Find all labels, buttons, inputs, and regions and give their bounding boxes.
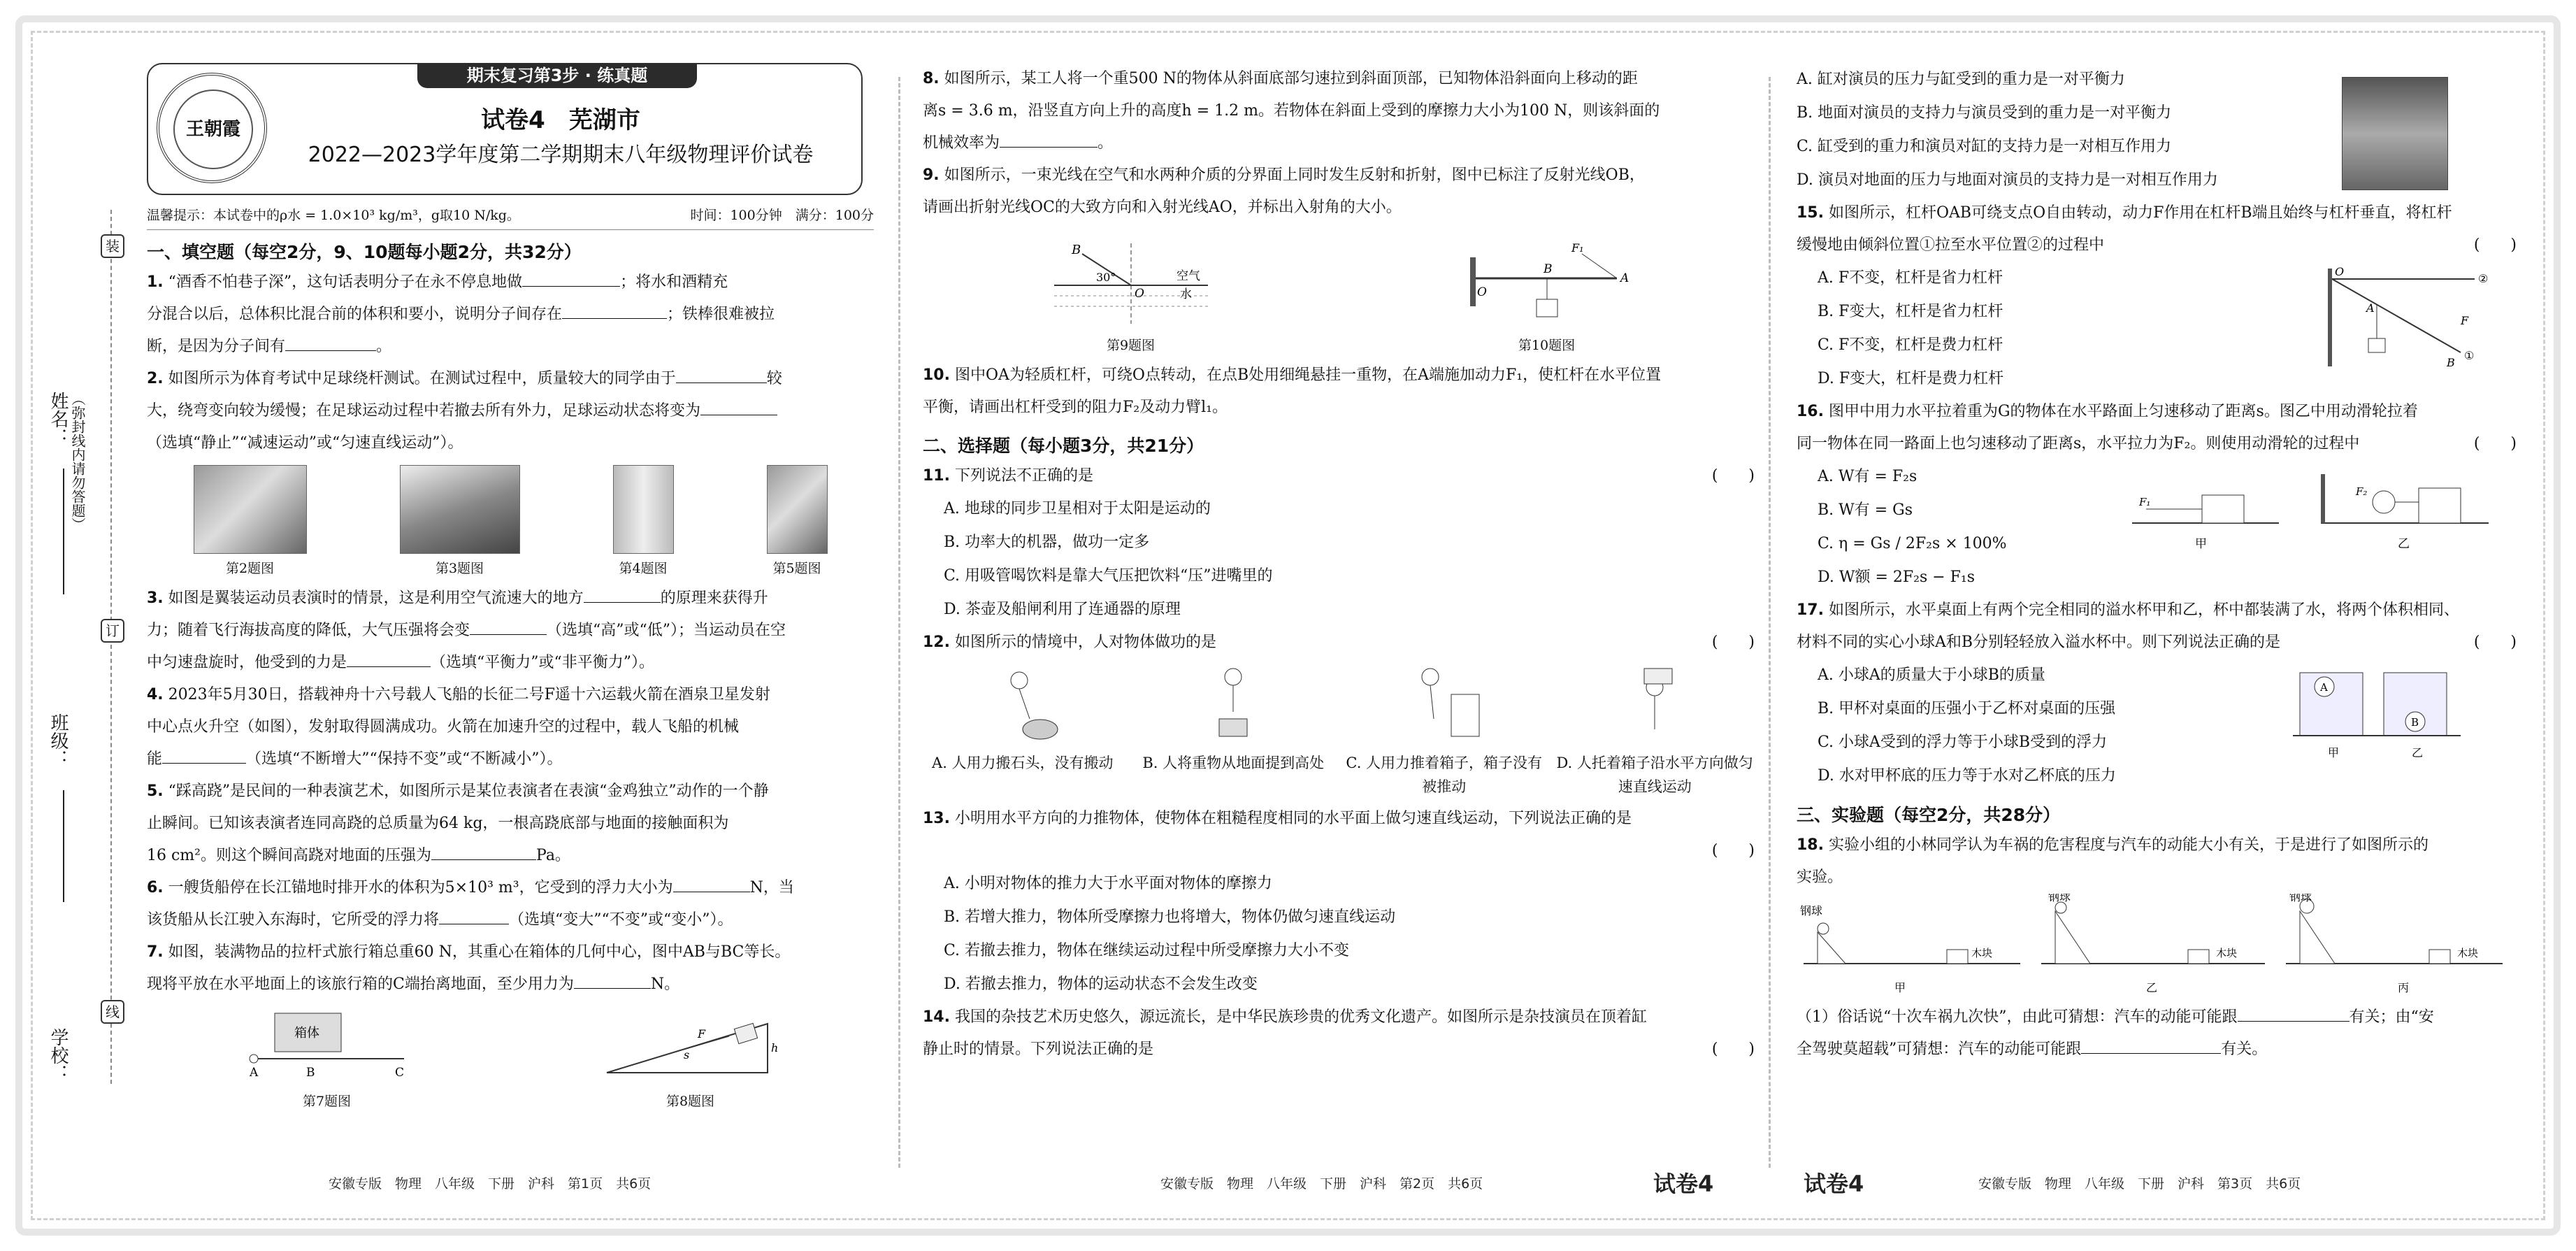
svg-text:C: C <box>394 1066 404 1080</box>
answer-paren[interactable]: ( ) <box>1711 842 1755 859</box>
answer-blank[interactable] <box>347 651 431 667</box>
page-3 <box>1797 63 2517 1175</box>
option-11b[interactable]: B. 功率大的机器，做功一定多 <box>944 534 1150 551</box>
figure-3: 第3题图 <box>400 465 520 577</box>
svg-text:F₂: F₂ <box>2356 485 2368 498</box>
svg-text:O: O <box>1134 287 1144 301</box>
option-17d[interactable]: D. 水对甲杯底的压力等于水对乙杯底的压力 <box>1818 767 2116 785</box>
class-label: 班级： <box>48 713 69 768</box>
option-17b[interactable]: B. 甲杯对桌面的压强小于乙杯对桌面的压强 <box>1818 700 2116 717</box>
option-16a[interactable]: A. W有 = F₂s <box>1818 468 1917 485</box>
q16-block <box>1797 460 2517 594</box>
kinetic-energy-diagram <box>1797 894 2510 999</box>
figure-8: F s h 第8题图 <box>600 1006 782 1110</box>
svg-text:木块: 木块 <box>2457 947 2479 959</box>
answer-blank[interactable] <box>700 399 777 415</box>
seal-mark-ding: 订 <box>101 619 124 643</box>
svg-text:乙: 乙 <box>2412 746 2424 759</box>
question-1: 1. “酒香不怕巷子深”，这句话表明分子在永不停息地做 ；将水和酒精充 分混合以后，总体积比混合前的体积和要小，说明分子间存在 ；铁棒很难被拉 断，是因为分子间有 。 <box>147 266 874 363</box>
review-step-tag: 期末复习第3步 · 练真题 <box>417 63 697 88</box>
exam-tip <box>147 205 874 230</box>
option-14b[interactable]: B. 地面对演员的支持力与演员受到的重力是一对平衡力 <box>1797 104 2172 122</box>
option-13b[interactable]: B. 若增大推力，物体所受摩擦力也将增大，物体仍做匀速直线运动 <box>944 908 1396 926</box>
question-2: 2. 如图所示为体育考试中足球绕杆测试。在测试过程中，质量较大的同学由于 较 大，绕弯变向较为缓慢；在足球运动过程中若撤去所有外力，足球运动状态将变为 （选填“静止”“减速运动”或“匀速直线运动”）。 <box>147 363 874 459</box>
pulley-diagram <box>2118 467 2510 558</box>
svg-text:A: A <box>2320 681 2328 694</box>
column-divider <box>898 77 900 1168</box>
option-17c[interactable]: C. 小球A受到的浮力等于小球B受到的浮力 <box>1818 734 2108 751</box>
option-11c[interactable]: C. 用吸管喝饮料是靠大气压把饮料“压”进嘴里的 <box>944 567 1273 585</box>
answer-blank[interactable] <box>673 876 750 892</box>
school-label: 学校： <box>48 1028 69 1082</box>
answer-blank[interactable] <box>439 908 509 924</box>
acrobat-photo <box>2342 77 2448 190</box>
svg-text:B: B <box>2411 716 2419 729</box>
question-3: 3. 如图是翼装运动员表演时的情景，这是利用空气流速大的地方 的原理来获得升 力；随着飞行海拔高度的降低，大气压强将会变 （选填“高”或“低”）；当运动员在空 中匀速盘旋时，他受到的力是 （选填“平衡力”或“非平衡力”）。 <box>147 582 874 679</box>
figures-2-5 <box>147 465 874 577</box>
wheel-a <box>250 1055 258 1063</box>
section-experiment: 三、实验题（每空2分，共28分） <box>1797 805 2061 825</box>
svg-text:B: B <box>2447 356 2455 369</box>
figure-4: 第4题图 <box>613 465 674 577</box>
option-12c[interactable]: C. 人用力推着箱子，箱子没有被推动 <box>1346 755 1543 795</box>
lever-diagram <box>1456 229 1638 327</box>
answer-paren[interactable]: ( ) <box>1711 634 1755 651</box>
option-14c[interactable]: C. 缸受到的重力和演员对缸的支持力是一对相互作用力 <box>1797 138 2172 155</box>
lever-obb-diagram <box>2314 262 2496 373</box>
time-score: 时间：100分钟 满分：100分 <box>690 208 874 223</box>
option-17a[interactable]: A. 小球A的质量大于小球B的质量 <box>1818 666 2045 684</box>
answer-blank[interactable] <box>431 844 536 860</box>
figure-9: B 30° O 空气 水 第9题图 <box>1040 229 1222 354</box>
option-13d[interactable]: D. 若撤去推力，物体的运动状态不会发生改变 <box>944 975 1258 993</box>
answer-paren[interactable]: ( ) <box>2473 435 2517 452</box>
svg-text:甲: 甲 <box>2195 537 2207 551</box>
brand-logo <box>157 73 267 183</box>
figure-7: 箱体 A B C 第7题图 <box>240 1006 415 1110</box>
paper-number-b: 试卷4 <box>1804 1171 1864 1197</box>
option-15b[interactable]: B. F变大，杠杆是省力杠杆 <box>1818 303 2003 320</box>
svg-text:h: h <box>770 1041 778 1055</box>
football-photo <box>194 465 307 554</box>
paper-number-a: 试卷4 <box>1653 1171 1714 1197</box>
answer-paren[interactable]: ( ) <box>1711 467 1755 485</box>
answer-paren[interactable]: ( ) <box>2473 634 2517 651</box>
option-16c[interactable]: C. η = Gs / 2F₂s × 100% <box>1818 535 2007 552</box>
name-label: 姓名： <box>48 392 69 446</box>
svg-text:F: F <box>697 1027 705 1041</box>
svg-text:甲: 甲 <box>2328 746 2340 759</box>
svg-text:O: O <box>1476 285 1487 299</box>
svg-text:O: O <box>2335 265 2345 278</box>
question-6: 6. 一艘货船停在长江锚地时排开水的体积为5×10³ m³，它受到的浮力大小为 N，当 该货船从长江驶入东海时，它所受的浮力将 （选填“变大”“不变”或“变小”）。 <box>147 872 874 936</box>
answer-blank[interactable] <box>584 587 661 603</box>
name-field[interactable] <box>63 469 64 594</box>
question-5: 5. “踩高跷”是民间的一种表演艺术，如图所示是某位表演者在表演“金鸡独立”动作的一个静 止瞬间。已知该表演者连同高跷的总质量为64 kg，一根高跷底部与地面的接触面积为 16 cm²。则这个瞬间高跷对地面的压强为 Pa。 <box>147 782 769 864</box>
seal-line <box>110 210 112 1084</box>
svg-text:乙: 乙 <box>2146 981 2158 994</box>
answer-blank[interactable] <box>162 748 246 764</box>
class-field[interactable] <box>63 790 64 902</box>
option-12b[interactable]: B. 人将重物从地面提到高处 <box>1142 755 1325 771</box>
question-17: 17. 如图所示，水平桌面上有两个完全相同的溢水杯甲和乙，杯中都装满了水，将两个体积相同、 材料不同的实心小球A和B分别轻轻放入溢水杯中。则下列说法正确的是 ( ) <box>1797 594 2517 659</box>
question-15: 15. 如图所示，杠杆OAB可绕支点O自由转动，动力F作用在杠杆B端且始终与杠杆垂直，将杠杆 缓慢地由倾斜位置①拉至水平位置②的过程中 ( ) <box>1797 197 2517 262</box>
weight <box>1537 299 1557 317</box>
option-14d[interactable]: D. 演员对地面的压力与地面对演员的支持力是一对相互作用力 <box>1797 171 2218 189</box>
svg-text:F₁: F₁ <box>2139 496 2151 508</box>
answer-blank[interactable] <box>470 619 547 635</box>
option-13c[interactable]: C. 若撤去推力，物体在继续运动过程中所受摩擦力大小不变 <box>944 942 1350 959</box>
option-13a[interactable]: A. 小明对物体的推力大于水平面对物体的摩擦力 <box>944 875 1272 892</box>
option-15d[interactable]: D. F变大，杠杆是费力杠杆 <box>1818 370 2004 387</box>
column-divider <box>1769 77 1771 1168</box>
svg-text:木块: 木块 <box>1971 947 1993 959</box>
answer-blank[interactable] <box>562 303 667 319</box>
paper-subtitle: 2022—2023学年度第二学期期末八年级物理评价试卷 <box>308 143 814 167</box>
option-16d[interactable]: D. W额 = 2F₂s − F₁s <box>1818 569 1976 586</box>
footer-page-3: 安徽专版 物理 八年级 下册 沪科 第3页 共6页 <box>1978 1176 2301 1192</box>
svg-text:①: ① <box>2464 349 2475 362</box>
refraction-diagram <box>1040 229 1222 327</box>
answer-blank[interactable] <box>676 367 767 383</box>
seal-mark-xian: 线 <box>101 1000 124 1024</box>
seal-mark-zhuang: 装 <box>101 234 124 258</box>
figures-9-10 <box>923 229 1755 354</box>
figure-2: 第2题图 <box>194 465 307 577</box>
svg-text:钢球: 钢球 <box>1800 904 1823 917</box>
option-15a[interactable]: A. F不变，杠杆是省力杠杆 <box>1818 269 2003 287</box>
question-7: 7. 如图，装满物品的拉杆式旅行箱总重60 N，其重心在箱体的几何中心，图中AB与BC等长。 现将平放在水平地面上的该旅行箱的C端抬离地面，至少用力为 N。 <box>147 943 791 993</box>
q12-images <box>923 663 1755 747</box>
svg-text:B: B <box>1071 243 1081 257</box>
wall <box>1470 257 1476 306</box>
svg-text:②: ② <box>2478 272 2489 285</box>
svg-text:s: s <box>683 1048 689 1061</box>
q12-figure-c <box>1344 663 1544 747</box>
answer-blank[interactable] <box>574 973 651 989</box>
section-fill-blank: 一、填空题（每空2分，9、10题每小题2分，共32分） <box>147 242 582 262</box>
q12-figure-d <box>1555 663 1755 747</box>
section-choice: 二、选择题（每小题3分，共21分） <box>923 436 1204 456</box>
svg-text:B: B <box>305 1066 315 1080</box>
air-label: 空气 <box>1176 269 1200 283</box>
option-12d[interactable]: D. 人托着箱子沿水平方向做匀速直线运动 <box>1556 755 1753 795</box>
question-8: 8. 如图所示，某工人将一个重500 N的物体从斜面底部匀速拉到斜面顶部，已知物体沿斜面向上移动的距 离s = 3.6 m，沿竖直方向上升的高度h = 1.2 m。若物体在斜面上受到的摩擦力大小为100 N，则该斜面的 机械效率为 。 <box>923 70 1660 152</box>
question-14: 14. 我国的杂技艺术历史悠久，源远流长，是中华民族珍贵的优秀文化遗产。如图所示是杂技演员在顶着缸 静止时的情景。下列说法正确的是 ( ) <box>923 1001 1755 1066</box>
option-11d[interactable]: D. 茶壶及船闸利用了连通器的原理 <box>944 601 1181 618</box>
answer-paren[interactable]: ( ) <box>1711 1041 1755 1058</box>
suitcase-diagram <box>240 1006 415 1083</box>
svg-text:乙: 乙 <box>2398 537 2410 551</box>
question-18-1: （1）俗话说“十次车祸九次快”，由此可猜想：汽车的动能可能跟 有关；由“安 全驾驶莫超载”可猜想：汽车的动能可能跟 有关。 <box>1797 1001 2517 1066</box>
option-15c[interactable]: C. F不变，杠杆是费力杠杆 <box>1818 336 2003 354</box>
q17-block <box>1797 659 2517 793</box>
svg-text:木块: 木块 <box>2216 947 2238 959</box>
incline-diagram <box>600 1006 782 1083</box>
footer-page-1: 安徽专版 物理 八年级 下册 沪科 第1页 共6页 <box>329 1176 652 1192</box>
svg-text:A: A <box>2366 301 2375 315</box>
question-9: 9. 如图所示，一束光线在空气和水两种介质的分界面上同时发生反射和折射，图中已标注了反射光线OB， 请画出折射光线OC的大致方向和入射光线AO，并标出入射角的大小。 <box>923 166 1645 216</box>
answer-blank[interactable] <box>2081 1038 2221 1054</box>
force-F1 <box>1582 254 1617 278</box>
svg-text:A: A <box>249 1066 258 1080</box>
svg-text:丙: 丙 <box>2398 981 2410 994</box>
stilts-photo <box>767 465 828 554</box>
question-18: 18. 实验小组的小林同学认为车祸的危害程度与汽车的动能大小有关，于是进行了如图所示的 实验。 <box>1797 836 2429 886</box>
seal-note: （弥封线内请勿答题） <box>69 392 86 531</box>
answer-blank[interactable] <box>522 271 620 287</box>
question-11: 11. 下列说法不正确的是 ( ) <box>923 460 1755 492</box>
svg-text:钢球: 钢球 <box>2289 894 2312 903</box>
q15-block <box>1797 262 2517 396</box>
page-1 <box>147 63 874 1175</box>
answer-blank[interactable] <box>1000 131 1098 148</box>
svg-text:30°: 30° <box>1095 271 1116 284</box>
option-12a[interactable]: A. 人用力搬石头，没有搬动 <box>932 755 1114 771</box>
paper-title: 试卷4 芜湖市 <box>481 106 640 134</box>
option-14a[interactable]: A. 缸对演员的压力与缸受到的重力是一对平衡力 <box>1797 71 2125 88</box>
option-11a[interactable]: A. 地球的同步卫星相对于太阳是运动的 <box>944 500 1211 517</box>
rocket-photo <box>613 465 674 554</box>
box-label: 箱体 <box>294 1026 319 1041</box>
footer-page-2: 安徽专版 物理 八年级 下册 沪科 第2页 共6页 <box>1160 1176 1483 1192</box>
answer-blank[interactable] <box>285 335 376 351</box>
svg-text:钢球: 钢球 <box>2048 894 2071 903</box>
answer-blank[interactable] <box>2238 1006 2350 1022</box>
question-13: 13. 小明用水平方向的力推物体，使物体在粗糙程度相同的水平面上做匀速直线运动，下列说法正确的是 ( ) <box>923 803 1755 867</box>
figure-5: 第5题图 <box>767 465 828 577</box>
question-4: 4. 2023年5月30日，搭载神舟十六号载人飞船的长征二号F遥十六运载火箭在酒泉卫星发射 中心点火升空（如图），发射取得圆满成功。火箭在加速升空的过程中，载人飞船的机械 能 （选填“不断增大”“保持不变”或“不断减小”）。 <box>147 686 770 768</box>
svg-text:A: A <box>1620 271 1629 285</box>
q12-figure-a <box>923 663 1123 747</box>
question-16: 16. 图甲中用力水平拉着重为G的物体在水平路面上匀速移动了距离s。图乙中用动滑轮拉着 同一物体在同一路面上也匀速移动了距离s，水平拉力为F₂。则使用动滑轮的过程中 ( ) <box>1797 396 2517 460</box>
question-12: 12. 如图所示的情境中，人对物体做功的是 ( ) <box>923 627 1755 659</box>
binding-margin <box>42 210 119 1084</box>
water-label: 水 <box>1179 287 1192 301</box>
svg-text:F: F <box>2461 314 2469 327</box>
q12-figure-b <box>1133 663 1333 747</box>
logo-text: 王朝霞 <box>173 90 253 169</box>
q12-options <box>923 751 1755 799</box>
answer-paren[interactable]: ( ) <box>2473 236 2517 254</box>
figures-7-8 <box>147 1006 874 1110</box>
wingsuit-photo <box>400 465 520 554</box>
svg-text:F₁: F₁ <box>1571 241 1584 255</box>
tip-constants: 温馨提示：本试卷中的ρ水 = 1.0×10³ kg/m³，g取10 N/kg。 <box>147 208 520 223</box>
paper-header <box>147 63 863 195</box>
figure-10: O B A F₁ 第10题图 <box>1456 229 1638 354</box>
page-2 <box>923 63 1755 1175</box>
option-16b[interactable]: B. W有 = Gs <box>1818 501 1913 519</box>
overflow-cups-diagram <box>2286 659 2468 764</box>
question-10: 10. 图中OA为轻质杠杆，可绕O点转动，在点B处用细绳悬挂一重物，在A端施加动力F₁，使杠杆在水平位置 平衡，请画出杠杆受到的阻力F₂及动力臂l₁。 <box>923 366 1662 416</box>
svg-text:甲: 甲 <box>1894 981 1906 994</box>
svg-text:B: B <box>1543 262 1552 276</box>
